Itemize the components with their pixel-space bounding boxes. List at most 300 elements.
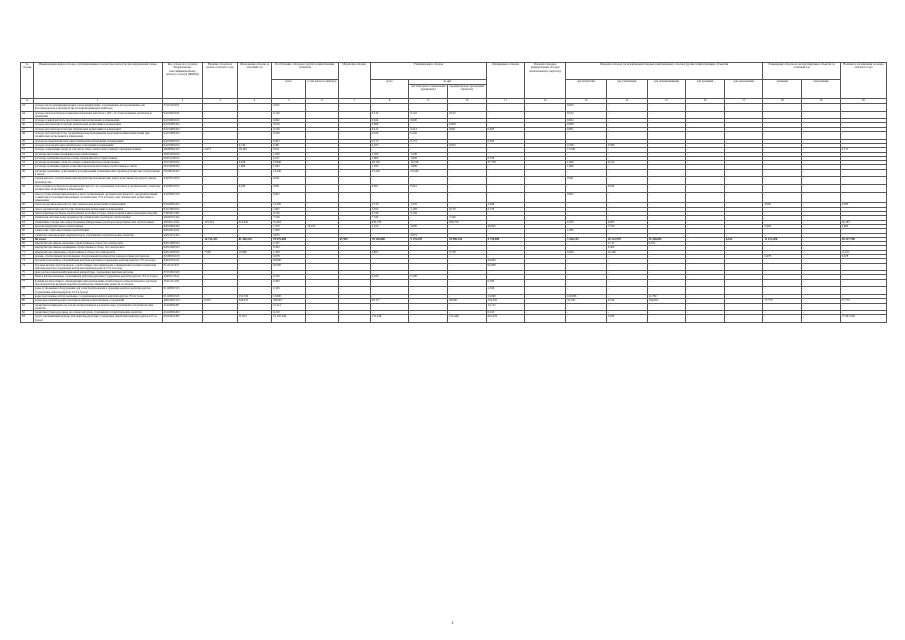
row-number-cell: 47 [21, 127, 34, 131]
table-row [21, 263, 887, 271]
row-number-cell: 53 [21, 156, 34, 160]
value-cell: - [338, 143, 370, 147]
value-cell: - [840, 229, 886, 233]
row-number-cell: 81 [21, 303, 34, 311]
table-row [21, 111, 887, 119]
value-cell: 35,230 [566, 299, 607, 303]
value-cell: - [724, 224, 763, 228]
value-cell: - [237, 242, 271, 246]
value-cell: - [606, 132, 647, 140]
value-cell: 6,300 [606, 246, 647, 250]
value-cell: - [306, 132, 338, 140]
value-cell: 1,500 [409, 152, 448, 156]
value-cell: 20 122,978 [606, 237, 647, 241]
value-cell: - [338, 294, 370, 298]
value-cell: 9 176,578 [409, 237, 448, 241]
value-cell: - [686, 246, 725, 250]
value-cell: - [686, 127, 725, 131]
value-cell: - [486, 254, 525, 258]
value-cell: 0,210 [272, 311, 306, 315]
value-cell: 23,436 [272, 169, 306, 177]
value-cell: 78 140,088 [370, 237, 409, 241]
value-cell: - [448, 294, 487, 298]
column-number: 14 [606, 99, 647, 104]
value-cell: - [606, 139, 647, 143]
value-cell: - [306, 161, 338, 165]
value-cell: 0,100 [272, 275, 306, 279]
value-cell: 0,008 [448, 123, 487, 127]
value-cell: 0,011 [272, 148, 306, 152]
value-cell: - [306, 139, 338, 143]
value-cell: - [409, 271, 448, 275]
waste-name-cell: герметики углеводородные на основе каучуков, утративших потребительские свойства [33, 311, 162, 315]
value-cell: - [647, 279, 686, 287]
value-cell: - [802, 123, 841, 127]
waste-name-cell: водный раствор спирта, охлаждающих при регенерации отработанного технологического раствора при переработке вредных изъятия производства химических веществ и отходов [33, 279, 162, 287]
value-cell: - [338, 139, 370, 143]
value-cell: - [370, 311, 409, 315]
value-cell: - [566, 287, 607, 295]
row-number-cell: 54 [21, 161, 34, 165]
value-cell: - [724, 246, 763, 250]
value-cell: - [647, 192, 686, 203]
waste-name-cell: смесь (сухая) концентрированных и неотсортированных органических веществ с неорганическими солями кислот (концентрированных органических 15% и более), при технических испытаниях и измерениях [33, 192, 162, 203]
table-row [21, 315, 887, 323]
value-cell: - [686, 279, 725, 287]
value-cell: 56,165 [306, 224, 338, 228]
value-cell: 2,326 [272, 287, 306, 295]
value-cell: - [686, 212, 725, 216]
waste-code-cell: 94132001102 [162, 119, 203, 123]
row-number-cell: 70 [21, 246, 34, 250]
value-cell: - [606, 271, 647, 275]
value-cell: - [686, 294, 725, 298]
waste-name-cell: смесь неорганических кислот при технических испытаниях и измерениях [33, 203, 162, 207]
value-cell: - [448, 246, 487, 250]
value-cell: 1,809 [409, 156, 448, 160]
value-cell: 0,749 [409, 212, 448, 216]
value-cell: 0,644 [370, 119, 409, 123]
value-cell: - [606, 148, 647, 152]
value-cell: - [448, 233, 487, 237]
waste-name-cell: бумага фильтровальная, загрязнённая нефтепродуктами (содержание нефтепродуктов 15% и более) [33, 275, 162, 279]
value-cell: 0,001 [448, 127, 487, 131]
value-cell: - [306, 303, 338, 311]
value-cell: - [409, 315, 448, 323]
value-cell: - [203, 192, 237, 203]
value-cell: - [203, 275, 237, 279]
value-cell: - [840, 216, 886, 220]
waste-code-cell: 73953411302 [162, 212, 203, 216]
value-cell: - [802, 212, 841, 216]
value-cell: - [647, 311, 686, 315]
value-cell: - [606, 279, 647, 287]
waste-name-cell: смесь органических кислот при технических испытаниях и измерениях [33, 207, 162, 211]
value-cell: - [686, 177, 725, 185]
value-cell: 23,436 [409, 169, 448, 177]
value-cell: 15,112 [272, 303, 306, 311]
row-number-cell: 68 [21, 237, 34, 241]
value-cell: - [525, 177, 566, 185]
value-cell: - [486, 275, 525, 279]
value-cell: - [237, 271, 271, 275]
value-cell: 2,672 [203, 148, 237, 152]
value-cell: - [448, 311, 487, 315]
value-cell: - [686, 216, 725, 220]
value-cell: - [237, 303, 271, 311]
value-cell: 0,678 [763, 254, 802, 258]
header-processing: Обработка отходов [338, 63, 370, 99]
value-cell: - [840, 294, 886, 298]
value-cell: - [686, 271, 725, 275]
value-cell: 0,700 [566, 220, 607, 224]
value-cell: - [338, 152, 370, 156]
value-cell: - [802, 237, 841, 241]
value-cell: 659,778 [448, 220, 487, 224]
value-cell: - [409, 177, 448, 185]
value-cell: 326,035 [237, 299, 271, 303]
value-cell: - [606, 152, 647, 156]
value-cell: - [306, 216, 338, 220]
value-cell: - [203, 259, 237, 263]
value-cell: - [203, 123, 237, 127]
waste-code-cell: 92024011102 [162, 229, 203, 233]
value-cell: - [525, 123, 566, 127]
waste-code-cell: 41443002202 [162, 311, 203, 315]
value-cell: - [525, 152, 566, 156]
value-cell: 514,945 [237, 220, 271, 224]
value-cell: 0,061 [272, 184, 306, 192]
value-cell: - [409, 250, 448, 254]
value-cell: - [686, 156, 725, 160]
value-cell: - [525, 246, 566, 250]
value-cell: - [306, 165, 338, 169]
value-cell: - [840, 156, 886, 160]
value-cell: - [606, 216, 647, 220]
value-cell: - [566, 275, 607, 279]
table-row [21, 177, 887, 185]
value-cell: - [525, 104, 566, 112]
value-cell: - [840, 212, 886, 216]
row-number-cell: 67 [21, 233, 34, 237]
value-cell: - [237, 152, 271, 156]
value-cell: - [802, 192, 841, 203]
value-cell: - [306, 207, 338, 211]
waste-code-cell: 31911111103 [162, 279, 203, 287]
column-number: 17 [724, 99, 763, 104]
value-cell: - [525, 275, 566, 279]
value-cell: - [203, 104, 237, 112]
value-cell: - [338, 165, 370, 169]
value-cell: - [338, 104, 370, 112]
value-cell: - [338, 259, 370, 263]
value-cell: - [448, 254, 487, 258]
value-cell: - [203, 212, 237, 216]
waste-code-cell: 36351122102 [162, 156, 203, 160]
waste-name-cell: аккумуляторы никель-кадмиевые отработанные в сборе, без электролита [33, 246, 162, 250]
value-cell: - [763, 216, 802, 220]
value-cell: - [338, 216, 370, 220]
value-cell: - [686, 143, 725, 147]
value-cell: - [840, 287, 886, 295]
value-cell: - [306, 156, 338, 160]
value-cell: - [686, 254, 725, 258]
value-cell: - [566, 156, 607, 160]
value-cell: - [203, 216, 237, 220]
value-cell: - [306, 203, 338, 207]
value-cell: - [647, 161, 686, 165]
value-cell: 0,413 [370, 127, 409, 131]
value-cell: - [763, 156, 802, 160]
value-cell: 0,008 [370, 123, 409, 127]
value-cell: 25 348,055 [647, 237, 686, 241]
waste-name-cell: растворы травления, осветления и холодирования гальванических производств кислые отработанные в смеси [33, 169, 162, 177]
header-waste-code: Код отхода по (согласно Федеральному классификационному каталогу отходов (ФККО)) [162, 63, 203, 99]
waste-name-cell: буровой шлам нефти, загрязнённый нефтепродуктами (содержание нефтепродуктов 15% и более) [33, 259, 162, 263]
value-cell: - [724, 242, 763, 246]
value-cell: - [525, 229, 566, 233]
value-cell: - [647, 143, 686, 147]
value-cell: - [409, 242, 448, 246]
value-cell: - [802, 242, 841, 246]
value-cell: - [606, 212, 647, 216]
column-number: 6 [306, 99, 338, 104]
value-cell: - [606, 294, 647, 298]
header-received-import: в том числе по импорту [306, 80, 338, 99]
value-cell: 0,481 [272, 143, 306, 147]
value-cell: - [802, 169, 841, 177]
value-cell: - [647, 212, 686, 216]
waste-code-cell: 36351031102 [162, 152, 203, 156]
value-cell: - [306, 233, 338, 237]
value-cell: - [763, 212, 802, 216]
value-cell: - [647, 275, 686, 279]
value-cell: - [840, 143, 886, 147]
value-cell: - [724, 104, 763, 112]
value-cell: 0,030 [237, 184, 271, 192]
value-cell: - [486, 242, 525, 246]
value-cell: 78 979,698 [272, 237, 306, 241]
value-cell: 0,458 [566, 143, 607, 147]
value-cell: - [802, 119, 841, 123]
value-cell: - [409, 263, 448, 271]
value-cell: - [370, 148, 409, 152]
value-cell: - [647, 250, 686, 254]
value-cell: - [566, 212, 607, 216]
value-cell: - [525, 132, 566, 140]
value-cell: - [647, 152, 686, 156]
value-cell: - [525, 192, 566, 203]
value-cell: - [370, 254, 409, 258]
value-cell: - [525, 311, 566, 315]
waste-code-cell: 92022003102 [162, 224, 203, 228]
value-cell: - [566, 271, 607, 275]
waste-name-cell: шлами, отработанный при промывке оборудования производства лакокрасочных материалов [33, 254, 162, 258]
value-cell: 3,930 [606, 315, 647, 323]
value-cell: - [763, 139, 802, 143]
value-cell: - [606, 233, 647, 237]
value-cell: - [203, 279, 237, 287]
value-cell: - [486, 148, 525, 152]
waste-name-cell: отходы уксусной кислоты при технических испытаниях и измерениях [33, 123, 162, 127]
value-cell: - [802, 229, 841, 233]
value-cell: - [306, 250, 338, 254]
value-cell: - [724, 139, 763, 143]
value-cell: - [409, 192, 448, 203]
value-cell: - [409, 299, 448, 303]
value-cell: - [686, 123, 725, 127]
value-cell: - [409, 311, 448, 315]
value-cell: - [448, 212, 487, 216]
value-cell: - [370, 303, 409, 311]
value-cell: - [448, 161, 487, 165]
row-number-cell: 44 [21, 111, 34, 119]
value-cell: - [306, 294, 338, 298]
value-cell: - [306, 299, 338, 303]
value-cell: - [840, 207, 886, 211]
waste-code-cell: 37131651525 [162, 271, 203, 275]
value-cell: - [802, 275, 841, 279]
waste-code-cell: 46290092102 [162, 148, 203, 152]
value-cell: - [566, 263, 607, 271]
value-cell: - [370, 246, 409, 250]
value-cell: - [203, 127, 237, 131]
header-utilized-all: всего [370, 80, 409, 99]
value-cell: - [306, 192, 338, 203]
value-cell: - [409, 104, 448, 112]
value-cell: - [606, 203, 647, 207]
table-row [21, 303, 887, 311]
header-placed-burial: захоронение [802, 80, 841, 99]
value-cell: - [724, 303, 763, 311]
value-cell: - [802, 184, 841, 192]
value-cell: - [448, 279, 487, 287]
waste-name-cell: отходы уксусной кислоты, загрязнённой нерастворимыми неорганическими веществами при технических испытаниях и измерениях [33, 132, 162, 140]
value-cell: - [338, 127, 370, 131]
value-cell: 1,945 [272, 165, 306, 169]
value-cell: - [338, 220, 370, 224]
value-cell: - [724, 254, 763, 258]
value-cell: - [338, 275, 370, 279]
value-cell: - [763, 315, 802, 323]
value-cell: 1,607 [272, 207, 306, 211]
waste-code-cell: 44270121102 [162, 177, 203, 185]
column-number: 13 [566, 99, 607, 104]
value-cell: - [763, 127, 802, 131]
value-cell: - [486, 169, 525, 177]
waste-code-cell: 94138101102 [162, 184, 203, 192]
value-cell: - [606, 207, 647, 211]
value-cell: - [203, 263, 237, 271]
row-number-cell: 60 [21, 203, 34, 207]
waste-name-cell: химически опасные воды производства технических растворов отработанных [33, 216, 162, 220]
value-cell: - [802, 246, 841, 250]
value-cell: - [237, 224, 271, 228]
value-cell: - [686, 299, 725, 303]
value-cell: - [338, 156, 370, 160]
value-cell: - [203, 156, 237, 160]
value-cell: - [763, 263, 802, 271]
value-cell: - [647, 165, 686, 169]
waste-name-cell: гипохлоритные растворы отработанные по мойке посуды, лабораторной и иных мытьевых изделий [33, 212, 162, 216]
value-cell: - [448, 104, 487, 112]
waste-name-cell: элементы электрических аккумуляторов, утративших потребительские свойства [33, 233, 162, 237]
value-cell: - [338, 271, 370, 275]
row-number-cell: 63 [21, 216, 34, 220]
value-cell: - [409, 229, 448, 233]
value-cell: - [647, 203, 686, 207]
value-cell: - [338, 123, 370, 127]
value-cell: - [409, 220, 448, 224]
value-cell: 1,500 [370, 152, 409, 156]
value-cell: - [338, 111, 370, 119]
value-cell: - [606, 254, 647, 258]
value-cell: - [686, 315, 725, 323]
value-cell: - [686, 242, 725, 246]
value-cell: 0,220 [272, 132, 306, 140]
waste-code-cell: 36133199102 [162, 165, 203, 169]
value-cell: 2,520 [370, 224, 409, 228]
value-cell: - [763, 220, 802, 224]
value-cell: - [409, 123, 448, 127]
value-cell: - [370, 233, 409, 237]
value-cell: - [686, 275, 725, 279]
value-cell: - [306, 123, 338, 127]
value-cell: - [724, 119, 763, 123]
waste-code-cell: 92012002523 [162, 246, 203, 250]
value-cell: - [306, 220, 338, 224]
value-cell: - [306, 212, 338, 216]
value-cell: - [409, 303, 448, 311]
value-cell: - [686, 311, 725, 315]
waste-code-cell: 94131901102 [162, 207, 203, 211]
value-cell: - [686, 119, 725, 123]
value-cell: 38 217,798 [840, 237, 886, 241]
value-cell: - [802, 203, 841, 207]
value-cell: - [525, 299, 566, 303]
waste-name-cell: отходы смеси растворов подвесных щелочных металлов с pH = 11,5 при калиевых растворах и изменения [33, 111, 162, 119]
value-cell: - [203, 287, 237, 295]
value-cell: - [840, 119, 886, 123]
header-received: Поступление отходов из других хозяйствующих субъектов [272, 63, 339, 80]
column-number: 4 [237, 99, 271, 104]
value-cell: - [724, 229, 763, 233]
value-cell: - [647, 259, 686, 263]
value-cell: 4,000 [840, 203, 886, 207]
value-cell: - [802, 279, 841, 287]
value-cell: - [647, 216, 686, 220]
row-number-cell: 59 [21, 192, 34, 203]
value-cell: - [566, 246, 607, 250]
value-cell: 0,220 [409, 132, 448, 140]
value-cell: 0,172 [370, 139, 409, 143]
value-cell: 19,986 [237, 250, 271, 254]
value-cell: - [338, 184, 370, 192]
value-cell: 92,000 [486, 263, 525, 271]
value-cell: - [525, 207, 566, 211]
value-cell: - [840, 169, 886, 177]
value-cell: - [686, 203, 725, 207]
value-cell: - [486, 184, 525, 192]
value-cell: - [306, 104, 338, 112]
value-cell: 0,210 [486, 311, 525, 315]
value-cell: - [840, 161, 886, 165]
waste-name-cell: воды подсланевые и/или льяльные с содержанием нефти и нефтепродуктов 15% и более [33, 294, 162, 298]
value-cell: - [802, 111, 841, 119]
value-cell: 0,863 [370, 250, 409, 254]
waste-code-cell: 91110001313 [162, 294, 203, 298]
value-cell: - [306, 259, 338, 263]
